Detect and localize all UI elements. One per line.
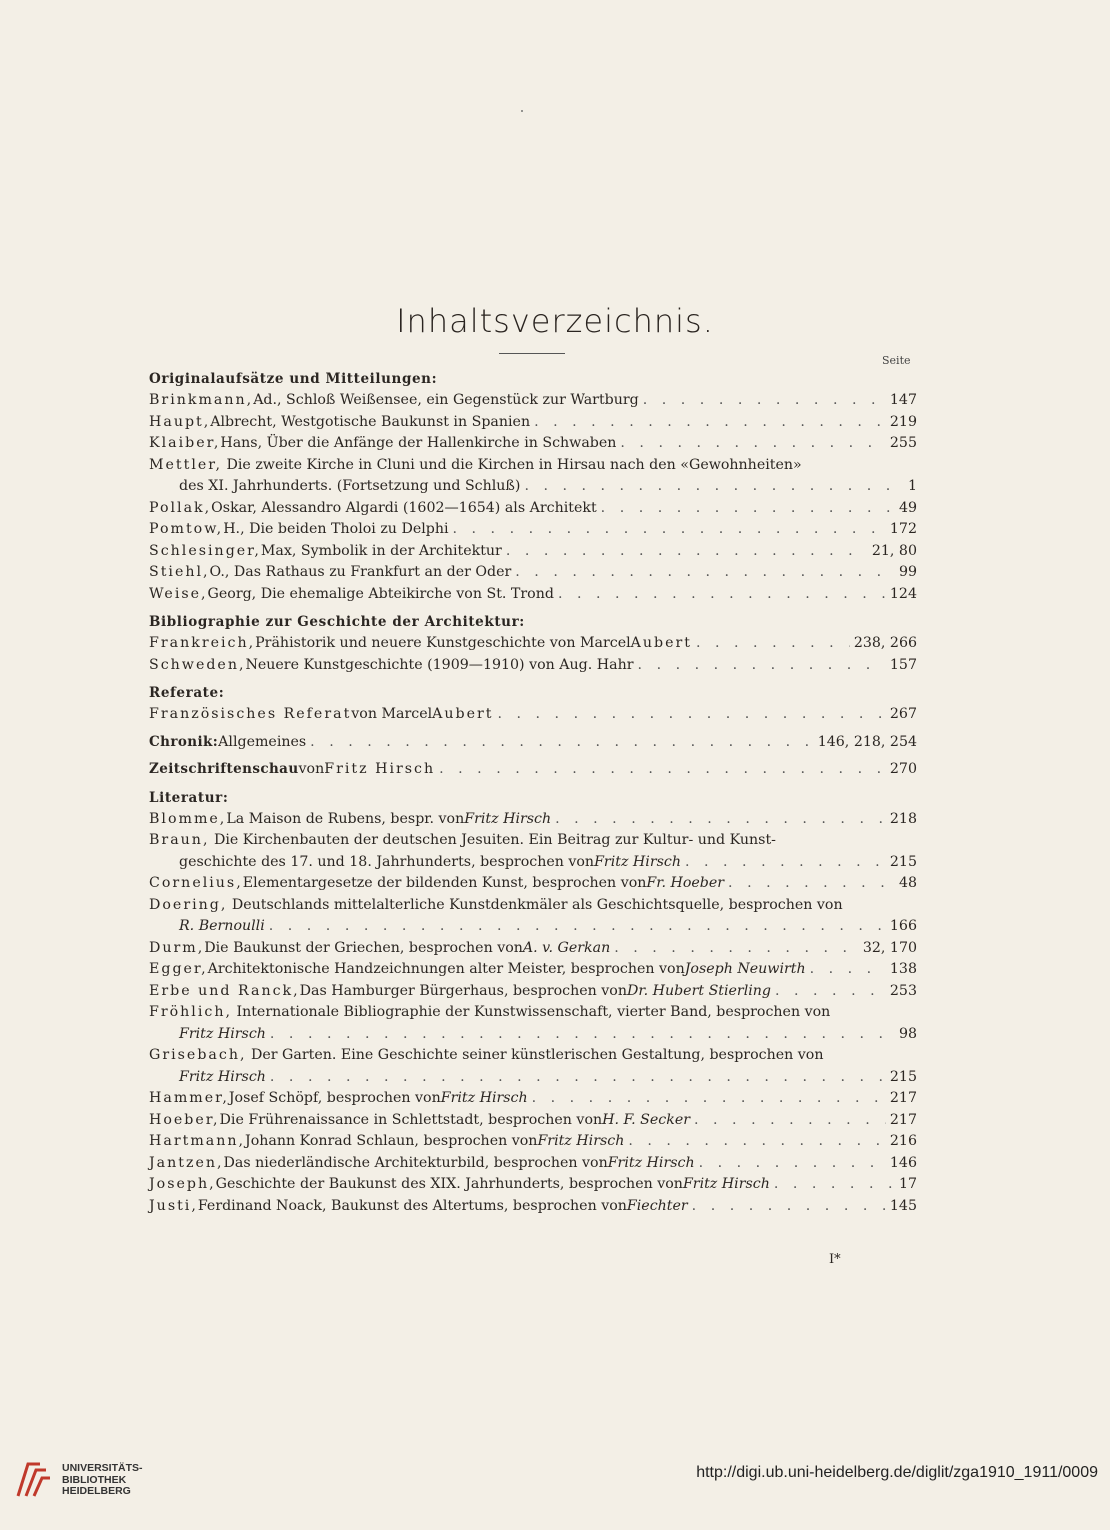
entry-title: La Maison de Rubens, bespr. von <box>226 810 465 827</box>
dot-leader <box>685 852 886 874</box>
toc-line <box>149 476 917 498</box>
toc-line <box>149 519 917 541</box>
toc-line <box>149 1002 917 1024</box>
entry-author: Egger, <box>149 961 208 977</box>
entry-author: Fröhlich, <box>149 1004 232 1020</box>
entry-author: Joseph, <box>149 1176 216 1192</box>
entry-title-name: Fritz Hirsch <box>324 761 436 777</box>
entry-title: Die zweite Kirche in Cluni und die Kirchen in Hirsau nach den «Gewohnheiten» <box>222 456 802 473</box>
toc-line <box>149 704 917 726</box>
page-number: 146 <box>889 1154 917 1171</box>
logo-line-1: UNIVERSITÄTS- <box>62 1462 143 1474</box>
toc-section-zeitschriften <box>149 759 917 781</box>
entry-reviewer: Fr. Hoeber <box>646 875 725 891</box>
entry-title: Der Garten. Eine Geschichte seiner künstlerischen Gestaltung, besprochen von <box>246 1047 824 1063</box>
entry-author: Frankreich, <box>149 635 256 651</box>
title-rule <box>499 353 565 354</box>
toc-line <box>149 584 917 606</box>
toc-line <box>149 498 917 520</box>
entry-reviewer: Fritz Hirsch <box>179 1068 266 1085</box>
entry-author: Hartmann, <box>149 1133 246 1149</box>
toc-line <box>149 412 917 434</box>
toc-entry[interactable] <box>149 498 917 520</box>
toc-entry[interactable] <box>149 633 917 655</box>
page-number: 157 <box>889 656 917 673</box>
entry-title: H., Die beiden Tholoi zu Delphi <box>223 521 449 537</box>
literature-entry[interactable] <box>149 1045 917 1088</box>
entry-title: Das Hamburger Bürgerhaus, besprochen von <box>299 982 627 999</box>
section-heading: Zeitschriftenschau <box>149 761 299 777</box>
page-number: 166 <box>889 918 917 934</box>
dot-leader <box>694 1110 886 1132</box>
dot-leader <box>775 981 886 1003</box>
toc-line <box>149 732 917 754</box>
entry-author: Hammer, <box>149 1090 229 1106</box>
page-number: 98 <box>898 1025 917 1042</box>
entry-title: O., Das Rathaus zu Frankfurt an der Oder <box>209 564 512 580</box>
page-number: 217 <box>889 1090 917 1106</box>
toc-line <box>149 759 917 781</box>
dot-leader <box>638 655 886 677</box>
page-number: 32, 170 <box>862 939 917 956</box>
toc-line <box>149 1088 917 1110</box>
toc-line <box>149 1131 917 1153</box>
toc-entry[interactable] <box>149 519 917 541</box>
toc-line <box>149 433 917 455</box>
logo-line-2: BIBLIOTHEK <box>62 1473 127 1486</box>
entry-title: Prähistorik und neuere Kunstgeschichte von Marcel <box>255 635 631 651</box>
entry-author: Durm, <box>149 939 205 956</box>
toc-line <box>149 1045 917 1067</box>
literature-entry[interactable] <box>149 1002 917 1045</box>
dot-leader <box>453 519 886 541</box>
entry-title: Oskar, Alessandro Algardi (1602—1654) als Architekt <box>211 499 597 516</box>
entry-title: Josef Schöpf, besprochen von <box>228 1090 441 1106</box>
entry-title: Das niederländische Architekturbild, besprochen von <box>223 1154 608 1171</box>
entry-author: Doering, <box>149 896 228 913</box>
entry-author: Haupt, <box>149 413 211 430</box>
dot-leader <box>439 759 886 781</box>
dot-leader <box>558 584 886 606</box>
page-number: 145 <box>889 1197 917 1214</box>
entry-reviewer: Fritz Hirsch <box>537 1133 625 1149</box>
page-number: 238, 266 <box>853 635 917 651</box>
page-number: 147 <box>889 392 917 408</box>
page-number: 270 <box>889 761 917 777</box>
entry-reviewer: Fritz Hirsch <box>179 1025 266 1042</box>
literature-entry[interactable] <box>149 1110 917 1132</box>
toc-line <box>149 541 917 563</box>
entry-title: Georg, Die ehemalige Abteikirche von St. Trond <box>207 585 554 602</box>
entry-reviewer: Fritz Hirsch <box>440 1090 528 1106</box>
entry-reviewer: R. Bernoulli <box>179 918 265 934</box>
entry-title: Ad., Schloß Weißensee, ein Gegenstück zur Wartburg <box>253 392 639 408</box>
dot-leader <box>524 476 904 498</box>
entry-title: Allgemeines <box>218 733 307 750</box>
dot-leader <box>498 704 886 726</box>
page-folio: I* <box>829 1252 841 1267</box>
page-number: 21, 80 <box>871 542 917 559</box>
page-number: 219 <box>889 413 917 430</box>
section-heading: Referate: <box>149 685 225 701</box>
section-heading: Bibliographie zur Geschichte der Architektur: <box>149 614 525 630</box>
source-url[interactable]: http://digi.ub.uni-heidelberg.de/diglit/zga1910_1911/0009 <box>696 1464 1098 1481</box>
toc-section-literatur <box>149 787 917 1218</box>
page-number: 17 <box>898 1176 917 1192</box>
section-heading: Chronik: <box>149 733 219 750</box>
entry-reviewer: Joseph Neuwirth <box>684 961 806 977</box>
literature-entry[interactable] <box>149 959 917 981</box>
literature-entry[interactable] <box>149 873 917 895</box>
entry-author: Schweden, <box>149 656 246 673</box>
dot-leader <box>506 541 868 563</box>
dot-leader <box>515 562 895 584</box>
page-number: 255 <box>889 435 917 451</box>
entry-title-cont: des XI. Jahrhunderts. (Fortsetzung und Schluß) <box>179 478 521 494</box>
page-number: 267 <box>889 706 917 722</box>
library-logo[interactable] <box>14 1460 164 1500</box>
entry-reviewer: H. F. Secker <box>602 1111 691 1128</box>
dot-leader <box>534 412 886 434</box>
entry-author: Cornelius, <box>149 875 243 891</box>
entry-title: von Marcel <box>351 706 433 722</box>
entry-author: Schlesinger, <box>149 542 261 559</box>
dot-leader <box>532 1088 886 1110</box>
toc-entry[interactable] <box>149 732 917 754</box>
toc-entry[interactable] <box>149 655 917 677</box>
entry-title: Max, Symbolik in der Architektur <box>260 542 502 559</box>
page-number: 146, 218, 254 <box>817 733 917 750</box>
entry-author: Grisebach, <box>149 1047 247 1063</box>
library-logo-icon <box>14 1460 54 1500</box>
dot-leader <box>728 873 895 895</box>
entry-title: Elementargesetze der bildenden Kunst, besprochen von <box>242 875 647 891</box>
toc-line <box>149 1174 917 1196</box>
entry-reviewer: Fritz Hirsch <box>464 810 552 827</box>
entry-author: Justi, <box>149 1197 198 1214</box>
page-number: 49 <box>898 499 917 516</box>
dot-leader <box>614 938 859 960</box>
toc-entry[interactable] <box>149 541 917 563</box>
page-number: 218 <box>889 810 917 827</box>
toc-line <box>149 1067 917 1089</box>
literature-entry[interactable] <box>149 895 917 938</box>
dot-leader <box>555 809 886 831</box>
page-number: 217 <box>889 1111 917 1128</box>
toc-line <box>149 455 917 477</box>
page-number: 138 <box>889 961 917 977</box>
dot-leader <box>628 1131 886 1153</box>
toc-line <box>149 1196 917 1218</box>
seite-label: Seite <box>882 354 911 367</box>
toc-line <box>149 1110 917 1132</box>
literature-entry[interactable] <box>149 830 917 873</box>
entry-author: Braun, <box>149 832 210 848</box>
section-heading: Originalaufsätze und Mitteilungen: <box>149 371 438 387</box>
toc-entry[interactable] <box>149 390 917 412</box>
table-of-contents <box>149 368 917 1217</box>
toc-section <box>149 611 917 676</box>
entry-reviewer: A. v. Gerkan <box>522 939 611 956</box>
entry-title-name: Aubert <box>432 706 494 722</box>
logo-line-3: HEIDELBERG <box>62 1485 131 1497</box>
toc-line <box>149 981 917 1003</box>
page-title: Inhaltsverzeichnis. <box>396 302 714 340</box>
entry-title-cont: geschichte des 17. und 18. Jahrhunderts, besprochen von <box>179 853 595 870</box>
dot-leader <box>310 732 814 754</box>
toc-line <box>149 895 917 917</box>
entry-title: Deutschlands mittelalterliche Kunstdenkmäler als Geschichtsquelle, besprochen von <box>227 896 843 913</box>
page-number: 99 <box>898 564 917 580</box>
toc-entry[interactable] <box>149 704 917 726</box>
dot-leader <box>699 1153 886 1175</box>
toc-line <box>149 809 917 831</box>
literature-entry[interactable] <box>149 1088 917 1110</box>
entry-title: Die Kirchenbauten der deutschen Jesuiten. Ein Beitrag zur Kultur- und Kunst- <box>209 832 776 848</box>
entry-reviewer: Fritz Hirsch <box>594 853 681 870</box>
page-number: 216 <box>889 1133 917 1149</box>
toc-entry[interactable] <box>149 562 917 584</box>
entry-author: Pomtow, <box>149 521 224 537</box>
toc-section <box>149 682 917 726</box>
dot-leader <box>270 1067 886 1089</box>
entry-title: von <box>298 761 325 777</box>
page-number: 253 <box>889 982 917 999</box>
literature-entry[interactable] <box>149 1174 917 1196</box>
page-number: 172 <box>889 521 917 537</box>
entry-reviewer: Fritz Hirsch <box>682 1176 770 1192</box>
library-logo-text <box>62 1463 143 1498</box>
entry-author: Hoeber, <box>149 1111 220 1128</box>
entry-title: Die Baukunst der Griechen, besprochen von <box>204 939 523 956</box>
entry-reviewer: Fritz Hirsch <box>607 1154 695 1171</box>
literature-entry[interactable] <box>149 938 917 960</box>
entry-author: Jantzen, <box>149 1154 224 1171</box>
entry-author: Stiehl, <box>149 564 210 580</box>
dot-leader <box>810 959 886 981</box>
dot-leader <box>601 498 895 520</box>
literature-entry[interactable] <box>149 1131 917 1153</box>
toc-line <box>149 655 917 677</box>
dot-leader <box>270 1024 895 1046</box>
entry-author: Blomme, <box>149 810 227 827</box>
toc-entry[interactable] <box>149 433 917 455</box>
page-number: 124 <box>889 585 917 602</box>
page-number: 215 <box>889 853 917 870</box>
toc-entry[interactable] <box>149 759 917 781</box>
dot-leader <box>692 1196 886 1218</box>
toc-line <box>149 390 917 412</box>
entry-title: Albrecht, Westgotische Baukunst in Spanien <box>210 413 531 430</box>
dot-leader <box>620 433 886 455</box>
toc-line <box>149 562 917 584</box>
toc-line <box>149 1024 917 1046</box>
section-heading: Literatur: <box>149 789 229 806</box>
entry-title: Ferdinand Noack, Baukunst des Altertums, besprochen von <box>197 1197 627 1214</box>
toc-entry[interactable] <box>149 455 917 498</box>
entry-author: Erbe und Ranck, <box>149 982 300 999</box>
toc-section-chronik <box>149 732 917 754</box>
page-number: 48 <box>898 875 917 891</box>
entry-title: Neuere Kunstgeschichte (1909—1910) von Aug. Hahr <box>245 656 634 673</box>
toc-section <box>149 368 917 605</box>
literature-entry[interactable] <box>149 809 917 831</box>
entry-title: Geschichte der Baukunst des XIX. Jahrhunderts, besprochen von <box>215 1176 683 1192</box>
toc-line <box>149 959 917 981</box>
paper-speck <box>521 110 523 112</box>
entry-reviewer: Fiechter <box>626 1197 688 1214</box>
dot-leader <box>696 633 850 655</box>
page-number: 215 <box>889 1068 917 1085</box>
toc-entry[interactable] <box>149 412 917 434</box>
page-number: 1 <box>907 478 917 494</box>
toc-line <box>149 633 917 655</box>
entry-title: Internationale Bibliographie der Kunstwissenschaft, vierter Band, besprochen von <box>231 1004 831 1020</box>
toc-line <box>149 852 917 874</box>
toc-line <box>149 916 917 938</box>
entry-title: Hans, Über die Anfänge der Hallenkirche in Schwaben <box>220 435 617 451</box>
toc-line <box>149 1153 917 1175</box>
literature-entry[interactable] <box>149 1196 917 1218</box>
entry-title-name: Aubert <box>630 635 692 651</box>
literature-entry[interactable] <box>149 981 917 1003</box>
toc-line <box>149 938 917 960</box>
entry-author: Pollak, <box>149 499 212 516</box>
dot-leader <box>269 916 886 938</box>
toc-entry[interactable] <box>149 584 917 606</box>
entry-reviewer: Dr. Hubert Stierling <box>626 982 771 999</box>
entry-author: Französisches Referat <box>149 706 352 722</box>
toc-line <box>149 830 917 852</box>
entry-title: Die Frührenaissance in Schlettstadt, besprochen von <box>219 1111 603 1128</box>
entry-author: Mettler, <box>149 456 222 473</box>
entry-title: Architektonische Handzeichnungen alter Meister, besprochen von <box>207 961 685 977</box>
dot-leader <box>774 1174 895 1196</box>
entry-author: Weise, <box>149 585 208 602</box>
toc-line <box>149 873 917 895</box>
entry-author: Brinkmann, <box>149 392 254 408</box>
entry-title: Johann Konrad Schlaun, besprochen von <box>245 1133 538 1149</box>
entry-author: Klaiber, <box>149 435 221 451</box>
literature-entry[interactable] <box>149 1153 917 1175</box>
dot-leader <box>643 390 886 412</box>
